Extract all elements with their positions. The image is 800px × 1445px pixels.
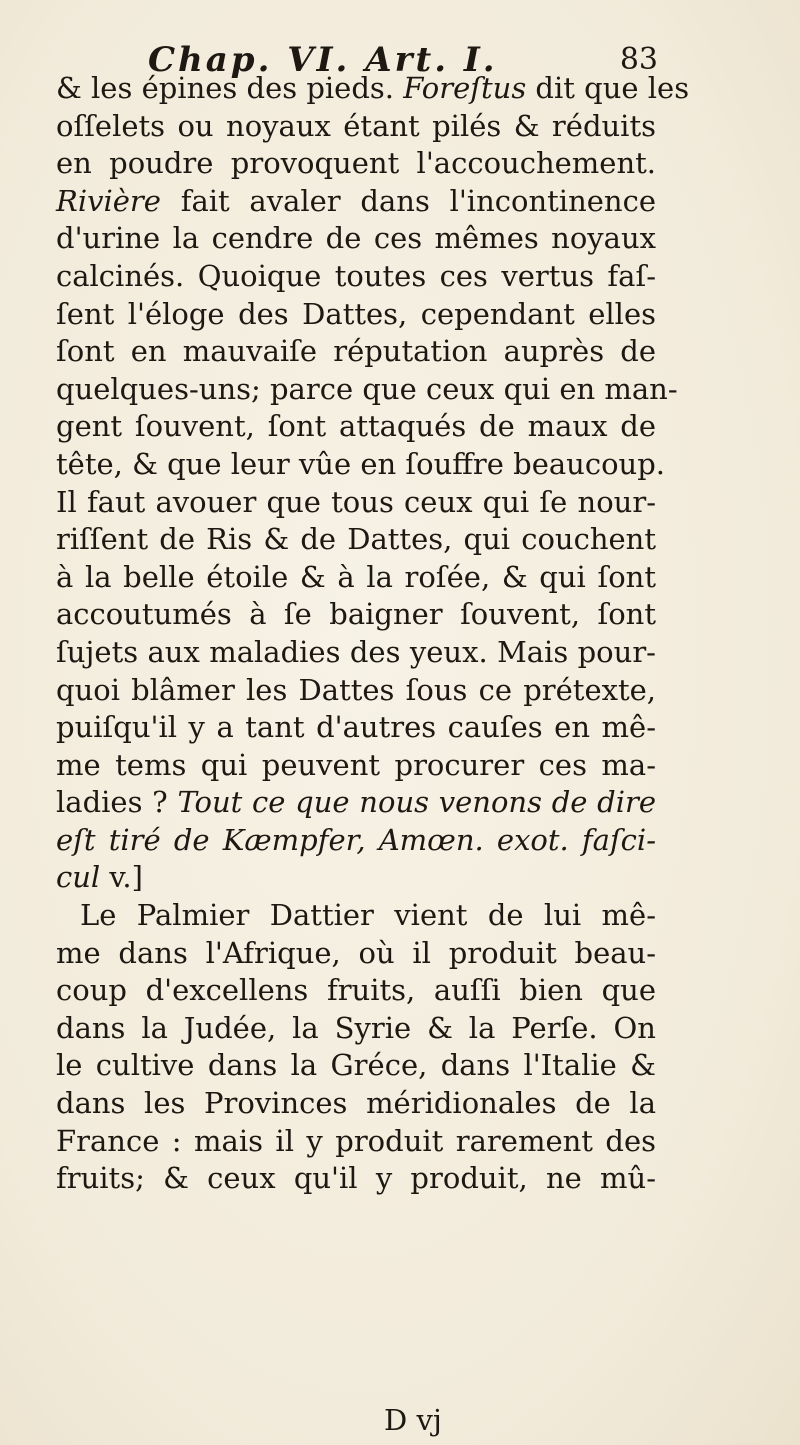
text-line [56, 521, 656, 559]
running-head: Chap. VI. Art. I. [148, 40, 498, 80]
text-run: Le Palmier Dattier vient de lui mê- [80, 898, 656, 933]
text-line [56, 1047, 656, 1085]
text-run: dans la Judée, la Syrie & la Perſe. On [56, 1010, 656, 1045]
text-run: oſſelets ou noyaux étant pilés & réduits [56, 108, 656, 143]
text-line [56, 1160, 656, 1198]
text-line [56, 822, 656, 860]
text-run: accoutumés à ſe baigner ſouvent, ſont [56, 597, 656, 632]
text-line [56, 1123, 656, 1161]
italic-text: Rivière [56, 183, 161, 218]
text-run: v.] [100, 860, 143, 895]
text-line [56, 371, 678, 409]
text-run: tête, & que leur vûe en ſouffre beaucoup. [56, 446, 665, 481]
text-run: calcinés. Quoique toutes ces vertus faſ- [56, 258, 656, 293]
italic-text: Tout ce que nous venons de dire [177, 785, 657, 820]
text-line [56, 484, 656, 522]
text-run: d'urine la cendre de ces mêmes noyaux [56, 221, 656, 256]
text-run: ſent l'éloge des Dattes, cependant elles [56, 296, 656, 331]
text-run: en poudre provoquent l'accouchement. [56, 146, 656, 181]
text-line [56, 70, 690, 108]
text-run: dit que les [526, 71, 690, 105]
text-run: ſujets aux maladies des yeux. Mais pour- [56, 634, 656, 669]
text-line [56, 258, 656, 296]
text-run: le cultive dans la Gréce, dans l'Italie & [56, 1048, 656, 1083]
text-run: me dans l'Afrique, où il produit beau- [56, 935, 656, 970]
text-line [56, 1010, 656, 1048]
page-number: 83 [619, 42, 658, 77]
text-line [56, 897, 656, 935]
text-line [56, 596, 656, 634]
text-line [56, 859, 656, 897]
text-line [56, 333, 656, 371]
signature-mark: D vj [384, 1403, 442, 1437]
text-run: France : mais il y produit rarement des [56, 1123, 656, 1158]
text-run: dans les Provinces méridionales de la [56, 1086, 656, 1121]
text-run: puiſqu'il y a tant d'autres cauſes en mê- [56, 710, 656, 745]
text-line [56, 784, 656, 822]
text-run: ſont en mauvaiſe réputation auprès de [56, 334, 656, 369]
text-line [56, 220, 656, 258]
body-text [56, 70, 690, 1198]
text-run: Il faut avouer que tous ceux qui ſe nour- [56, 484, 656, 519]
italic-text: eſt tiré de Kæmpfer, Amœn. exot. faſci- [56, 822, 656, 857]
text-line [56, 183, 656, 221]
text-run: ladies ? [56, 785, 178, 820]
text-line [56, 747, 656, 785]
text-run: à la belle étoile & à la roſée, & qui ſont [56, 559, 656, 594]
text-line [56, 446, 665, 484]
italic-text: Foreſtus [403, 71, 527, 105]
text-line [56, 1085, 656, 1123]
text-line [56, 972, 656, 1010]
text-run: quelques-uns; parce que ceux qui en man- [56, 371, 678, 406]
text-run: & les épines des pieds. [56, 71, 404, 105]
text-line [56, 559, 656, 597]
text-run: quoi blâmer les Dattes ſous ce prétexte, [56, 672, 656, 707]
text-run: fait avaler dans l'incontinence [160, 183, 656, 218]
italic-text: cul [56, 860, 101, 895]
text-line [56, 108, 656, 146]
text-line [56, 672, 656, 710]
text-line [56, 296, 656, 334]
text-run: fruits; & ceux qu'il y produit, ne mû- [56, 1161, 656, 1196]
text-run: coup d'excellens fruits, auſſi bien que [56, 973, 656, 1008]
text-run: riſſent de Ris & de Dattes, qui couchent [56, 522, 656, 557]
text-line [56, 634, 656, 672]
text-line [56, 145, 656, 183]
text-run: me tems qui peuvent procurer ces ma- [56, 747, 656, 782]
text-line [56, 408, 656, 446]
text-line [56, 709, 656, 747]
text-run: gent ſouvent, ſont attaqués de maux de [56, 409, 656, 444]
text-line [56, 935, 656, 973]
